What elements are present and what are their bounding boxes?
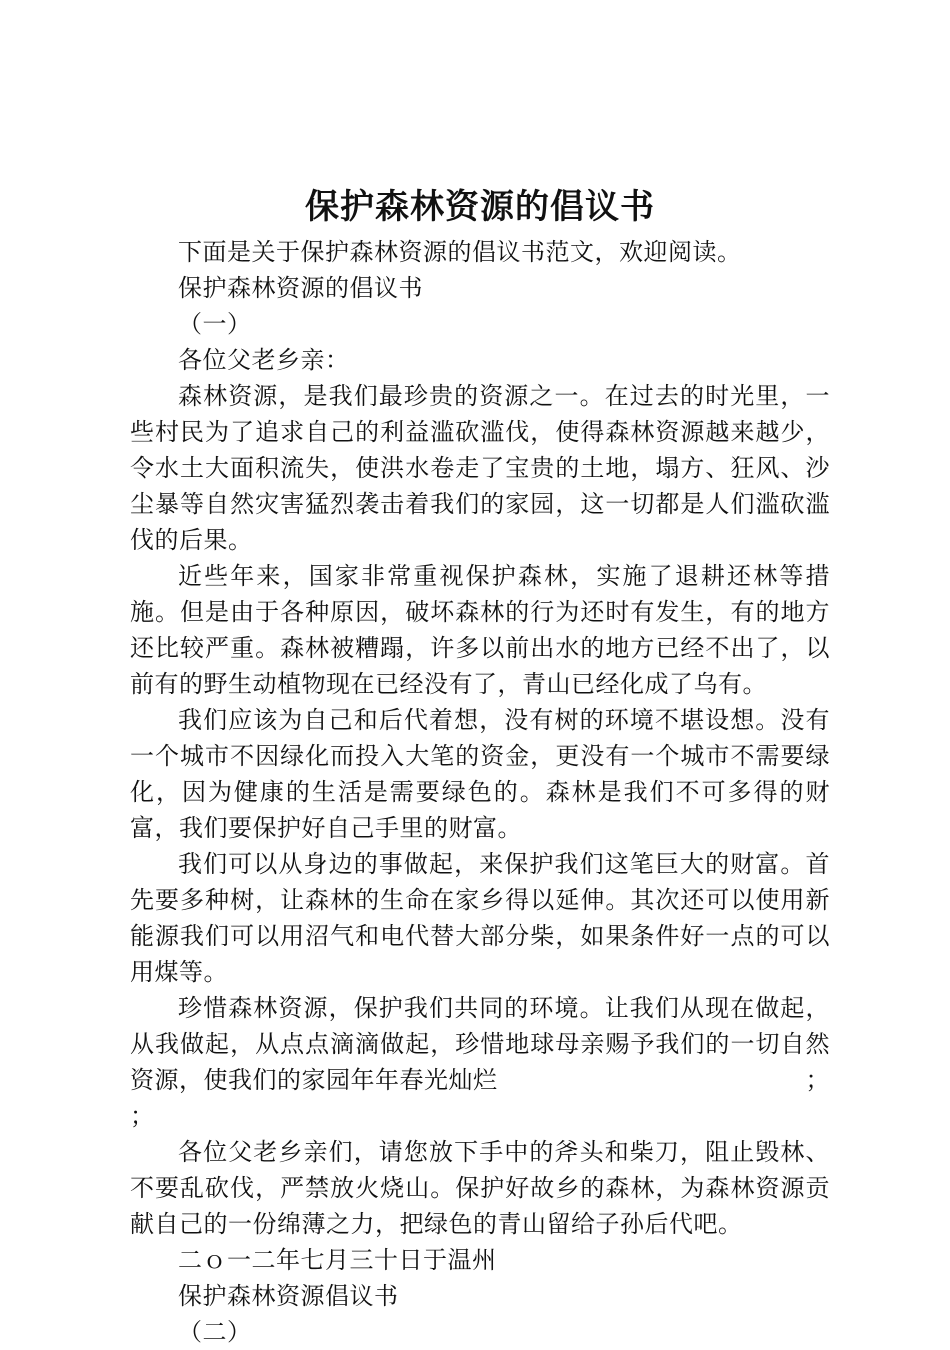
document-title: 保护森林资源的倡议书 <box>305 187 655 227</box>
paragraph-4: 我们可以从身边的事做起，来保护我们这笔巨大的财富。首先要多种树，让森林的生命在家乡得以延伸。其次还可以使用新能源我们可以用沼气和电代替大部分柴，如果条件好一点的可以用煤等。 <box>130 850 830 986</box>
paragraph-6: 各位父老乡亲们，请您放下手中的斧头和柴刀，阻止毁林、不要乱砍伐，严禁放火烧山。保护好故乡的森林，为森林资源贡献自己的一份绵薄之力，把绿色的青山留给子孙后代吧。 <box>130 1138 830 1238</box>
intro-line: 下面是关于保护森林资源的倡议书范文，欢迎阅读。 <box>178 238 742 266</box>
section-number-2: （二） <box>178 1318 252 1346</box>
paragraph-5-tail: ； <box>130 1102 155 1130</box>
paragraph-5-text: 珍惜森林资源，保护我们共同的环境。让我们从现在做起，从我做起，从点点滴滴做起，珍惜地球母亲赐予我们的一切自然资源，使我们的家园年年春光灿烂 <box>130 994 830 1094</box>
salutation: 各位父老乡亲： <box>178 346 350 374</box>
subtitle-line-2: 保护森林资源倡议书 <box>178 1282 399 1310</box>
paragraph-1: 森林资源，是我们最珍贵的资源之一。在过去的时光里，一些村民为了追求自己的利益滥砍滥伐，使得森林资源越来越少，令水土大面积流失，使洪水卷走了宝贵的土地，塌方、狂风、沙尘暴等自然灾害猛烈袭击着我们的家园，这一切都是人们滥砍滥伐的后果。 <box>130 382 830 554</box>
subtitle-line: 保护森林资源的倡议书 <box>178 274 423 302</box>
paragraph-5 <box>130 990 830 1098</box>
date-line: 二ｏ一二年七月三十日于温州 <box>178 1246 497 1274</box>
section-number: （一） <box>178 310 252 338</box>
paragraph-3: 我们应该为自己和后代着想，没有树的环境不堪设想。没有一个城市不因绿化而投入大笔的资金，更没有一个城市不需要绿化，因为健康的生活是需要绿色的。森林是我们不可多得的财富，我们要保护好自己手里的财富。 <box>130 706 830 842</box>
paragraph-5-semicolon: ； <box>805 1066 830 1094</box>
document-body <box>130 234 830 1350</box>
paragraph-2: 近些年来，国家非常重视保护森林，实施了退耕还林等措施。但是由于各种原因，破坏森林的行为还时有发生，有的地方还比较严重。森林被糟蹋，许多以前出水的地方已经不出了，以前有的野生动植物现在已经没有了，青山已经化成了乌有。 <box>130 562 830 698</box>
